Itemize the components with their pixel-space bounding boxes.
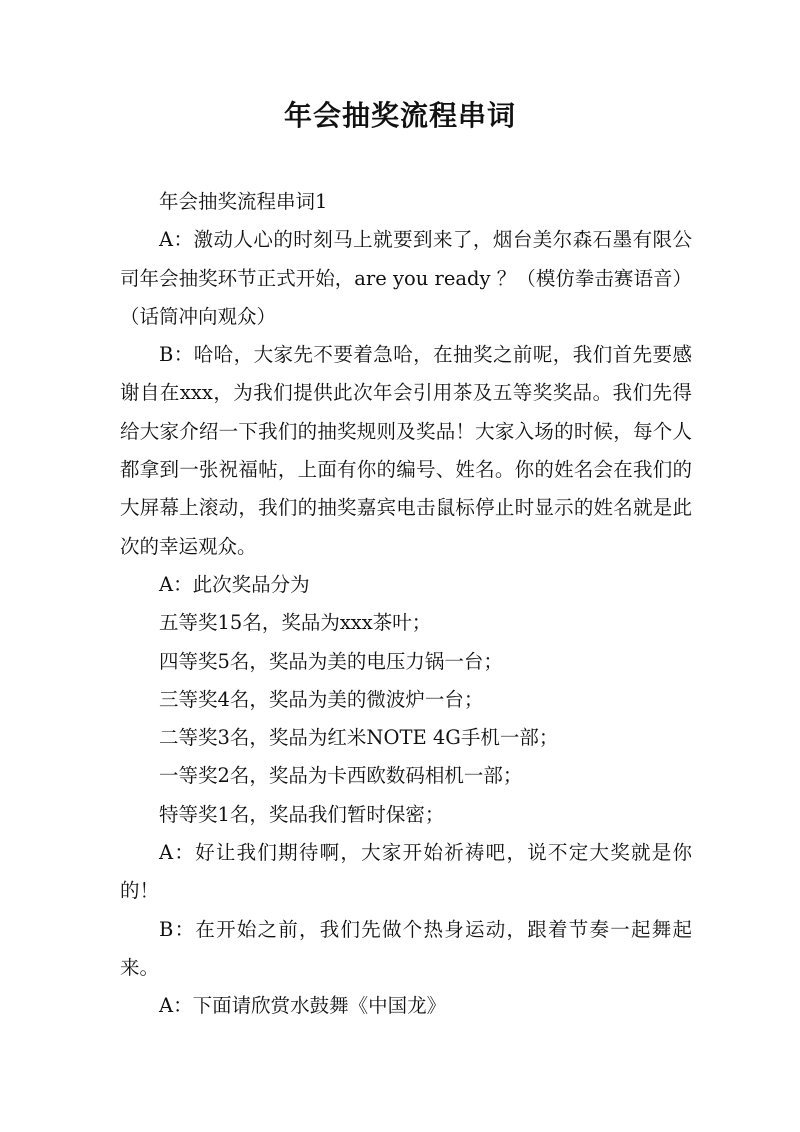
- document-body: [120, 183, 692, 1026]
- prize-second: 二等奖3名，奖品为红米NOTE 4G手机一部；: [159, 726, 559, 750]
- paragraph-b-warmup: B：在开始之前，我们先做个热身运动，跟着节奏一起舞起来。: [120, 917, 692, 979]
- prize-grand: 特等奖1名，奖品我们暂时保密；: [159, 802, 445, 826]
- paragraph-a-prizes-intro: A：此次奖品分为: [159, 572, 310, 596]
- prize-first: 一等奖2名，奖品为卡西欧数码相机一部；: [159, 764, 523, 788]
- section-heading: 年会抽奖流程串词1: [159, 190, 328, 213]
- paragraph-a-opening: A：激动人心的时刻马上就要到来了，烟台美尔森石墨有限公司年会抽奖环节正式开始，are you ready ？（模仿拳击赛语音）（话筒冲向观众）: [120, 228, 692, 328]
- prize-fourth: 四等奖5名，奖品为美的电压力锅一台；: [159, 649, 503, 673]
- document-title: 年会抽奖流程串词: [283, 99, 516, 132]
- prize-fifth: 五等奖15名，奖品为xxx茶叶；: [159, 611, 432, 635]
- paragraph-a-performance: A：下面请欣赏水鼓舞《中国龙》: [159, 994, 447, 1018]
- paragraph-b-rules: B：哈哈，大家先不要着急哈，在抽奖之前呢，我们首先要感谢自在xxx，为我们提供此次年会引用茶及五等奖奖品。我们先得给大家介绍一下我们的抽奖规则及奖品！大家入场的时候，每个人都拿到一张祝福帖，上面有你的编号、姓名。你的姓名会在我们的大屏幕上滚动，我们的抽奖嘉宾电击鼠标停止时显示的姓名就是此次的幸运观众。: [120, 343, 692, 558]
- prize-third: 三等奖4名，奖品为美的微波炉一台；: [159, 687, 484, 711]
- paragraph-a-pray: A：好让我们期待啊，大家开始祈祷吧，说不定大奖就是你的！: [120, 841, 692, 903]
